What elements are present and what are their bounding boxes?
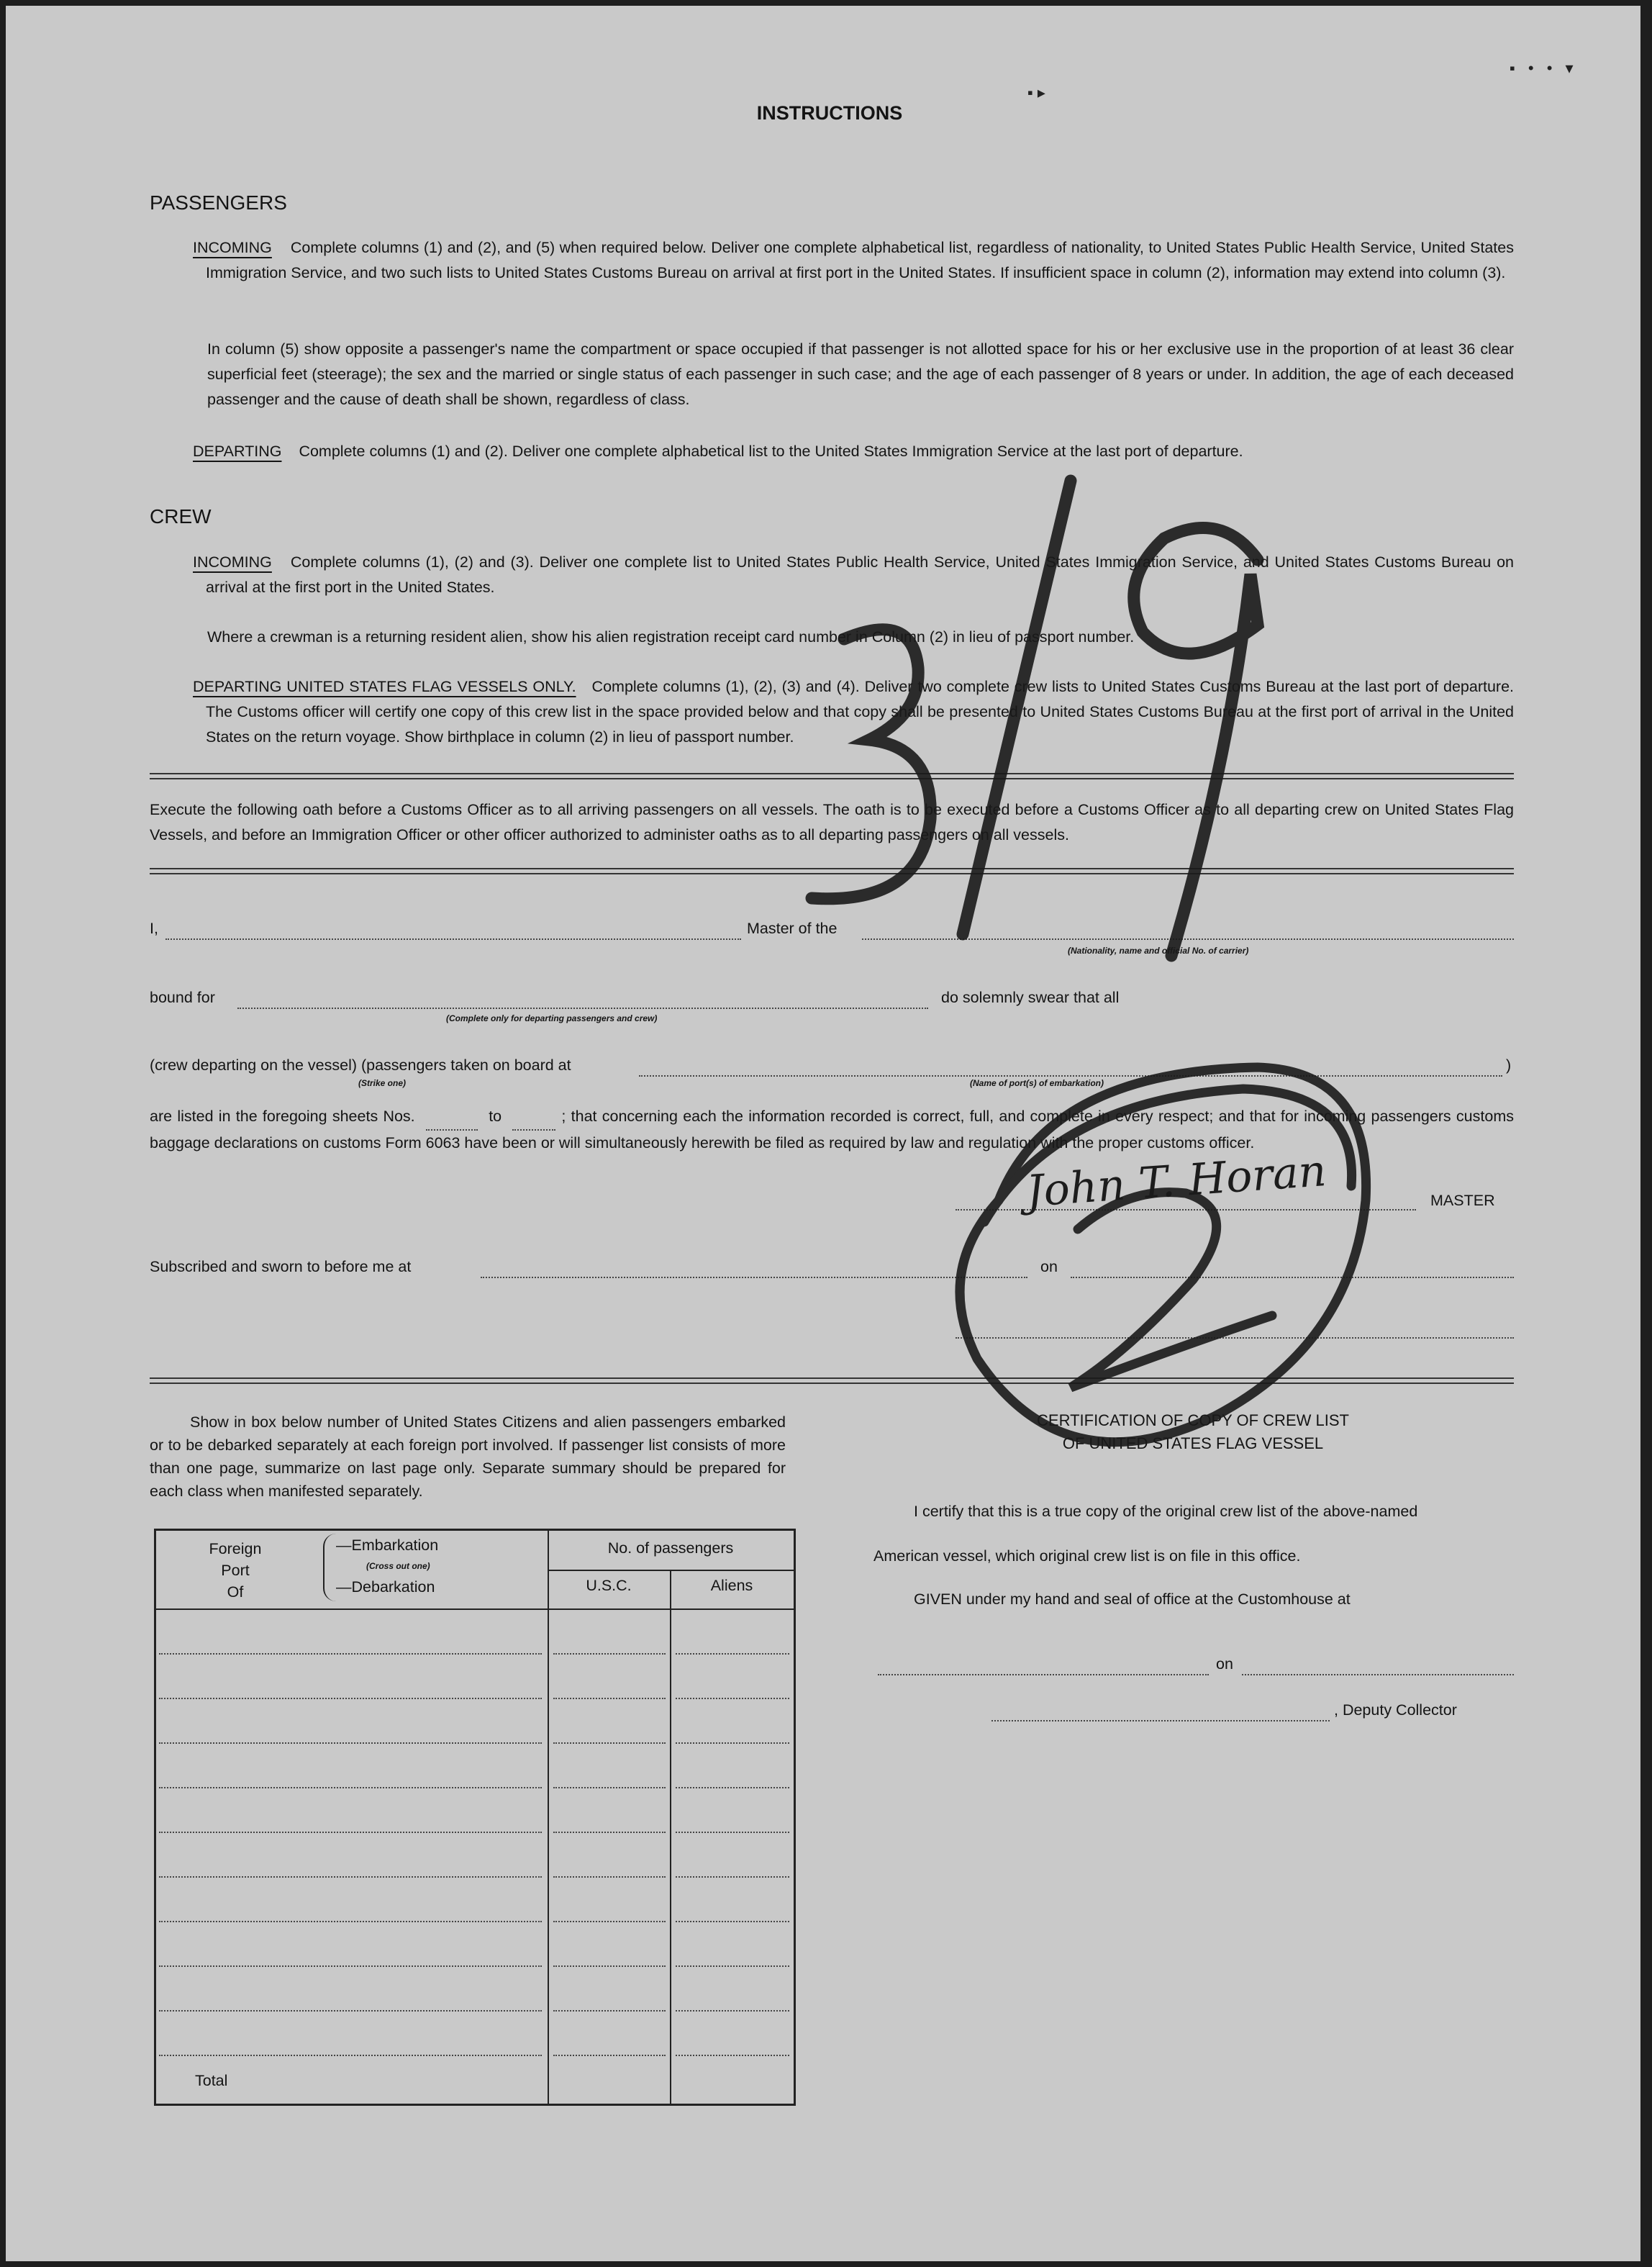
certification-date-field[interactable] <box>1242 1674 1514 1675</box>
passengers-departing-paragraph <box>193 439 1517 464</box>
passengers-count-header: No. of passengers <box>607 1539 734 1557</box>
master-label: MASTER <box>1430 1192 1495 1209</box>
given-text: GIVEN under my hand and seal of office at the Customhouse at <box>914 1590 1351 1608</box>
certification-heading-line2: OF UNITED STATES FLAG VESSEL <box>1062 1434 1324 1452</box>
aliens-entry-field[interactable] <box>676 1965 789 1967</box>
master-signature: John T. Horan <box>1025 1146 1328 1217</box>
oath-instructions: Execute the following oath before a Customs Officer as to all arriving passengers on all vessels. The oath is to be executed before a Customs Officer as to all departing crew on United States Flag Vessels, and before an Immigration Officer or other officer authorized to administer oaths as to all departing passengers on all vessels. <box>150 801 1514 843</box>
sheets-label: are listed in the foregoing sheets Nos. <box>150 1108 415 1125</box>
vessel-text: American vessel, which original crew list is on file in this office. <box>873 1547 1301 1565</box>
master-of-label: Master of the <box>747 920 838 937</box>
passengers-incoming-label: INCOMING <box>193 239 272 256</box>
crew-departing-label: DEPARTING UNITED STATES FLAG VESSELS ONLY. <box>193 678 576 695</box>
column-rule <box>670 1570 671 2104</box>
sworn-on-label: on <box>1040 1258 1058 1275</box>
passengers-column5-paragraph: In column (5) show opposite a passenger's name the compartment or space occupied if that passenger is not allotted space for his or her exclusive use in the proportion of at least 36 clear superficial feet (steerage); the sex and the married or single status of each passenger in such case; and the age of each passenger of 8 years or under. In addition, the age of each deceased passenger and the cause of death shall be shown, regardless of class. <box>207 340 1514 408</box>
aliens-entry-field[interactable] <box>676 1921 789 1922</box>
certify-text: I certify that this is a true copy of the original crew list of the above-named <box>914 1503 1418 1520</box>
foreign-port-header <box>156 1538 314 1603</box>
strike-note: (Strike one) <box>358 1078 407 1088</box>
header-rule <box>156 1608 794 1610</box>
to-label: to <box>489 1108 502 1125</box>
deputy-collector-label: , Deputy Collector <box>1334 1701 1457 1719</box>
usc-entry-field[interactable] <box>553 1698 666 1699</box>
passengers-incoming-text: Complete columns (1) and (2), and (5) when required below. Deliver one complete alphabetical list, regardless of nationality, to United States Public Health Service, United States Immigration Service, and two such lists to United States Customs Bureau on arrival at first port in the United States. If insufficient space in column (2), information may extend into column (3). <box>206 239 1514 281</box>
nationality-note: (Nationality, name and official No. of carrier) <box>1068 946 1249 956</box>
bound-for-note: (Complete only for departing passengers and crew) <box>446 1013 658 1023</box>
close-paren: ) <box>1506 1056 1512 1074</box>
crew-departing-paragraph <box>193 674 1514 750</box>
certification-on-label: on <box>1216 1655 1233 1673</box>
master-signature-field[interactable] <box>956 1209 1416 1211</box>
scan-speck: ▪ • • ▾ <box>1510 59 1578 77</box>
port-label: Port <box>221 1562 250 1579</box>
certification-heading-line1: CERTIFICATION OF COPY OF CREW LIST <box>1037 1411 1349 1429</box>
summary-instructions: Show in box below number of United States Citizens and alien passengers embarked or to be debarked separately at each foreign port involved. If passenger list consists of more than one page, summarize on last page only. Separate summary should be prepared for each class when manifested separately. <box>150 1413 786 1500</box>
foreign-label: Foreign <box>209 1540 262 1557</box>
usc-entry-field[interactable] <box>553 1832 666 1833</box>
subscribed-label: Subscribed and sworn to before me at <box>150 1258 412 1275</box>
port-entry-field[interactable] <box>159 1921 542 1922</box>
crew-incoming-label: INCOMING <box>193 553 272 571</box>
bound-for-label: bound for <box>150 989 215 1006</box>
port-entry-field[interactable] <box>159 1698 542 1699</box>
port-entry-field[interactable] <box>159 1965 542 1967</box>
subheader-rule <box>548 1570 794 1571</box>
usc-entry-field[interactable] <box>553 1787 666 1788</box>
usc-entry-field[interactable] <box>553 2055 666 2056</box>
divider-rule <box>150 1377 1514 1384</box>
crew-incoming-text: Complete columns (1), (2) and (3). Deliver one complete list to United States Public Health Service, United States Immigration Service, and United States Customs Bureau on arrival at the first port in the United States. <box>206 553 1514 596</box>
passengers-incoming-paragraph <box>193 235 1514 286</box>
bound-for-field[interactable] <box>237 1008 928 1009</box>
passengers-heading: PASSENGERS <box>150 191 287 214</box>
port-entry-field[interactable] <box>159 1653 542 1655</box>
sheets-paragraph <box>150 1104 1514 1156</box>
port-entry-field[interactable] <box>159 1876 542 1878</box>
deputy-signature-field[interactable] <box>991 1720 1330 1721</box>
oath-i-label: I, <box>150 920 158 937</box>
page-title: INSTRUCTIONS <box>756 102 903 124</box>
port-entry-field[interactable] <box>159 2010 542 2012</box>
aliens-header: Aliens <box>710 1577 753 1594</box>
officer-signature-field[interactable] <box>956 1337 1514 1339</box>
aliens-entry-field[interactable] <box>676 2010 789 2012</box>
port-entry-field[interactable] <box>159 2055 542 2056</box>
port-entry-field[interactable] <box>159 1742 542 1744</box>
aliens-entry-field[interactable] <box>676 1698 789 1699</box>
crew-resident-paragraph: Where a crewman is a returning resident alien, show his alien registration receipt card number in Column (2) in lieu of passport number. <box>207 628 1135 646</box>
sheets-text: ; that concerning each the information recorded is correct, full, and complete in every respect; and that for incoming passengers customs baggage declarations on customs Form 6063 have been or will simultaneously herewith be filed as required by law and regulation with the proper customs officer. <box>150 1108 1514 1151</box>
swear-label: do solemnly swear that all <box>941 989 1120 1006</box>
aliens-entry-field[interactable] <box>676 1832 789 1833</box>
sheet-from-field[interactable] <box>426 1104 478 1131</box>
scan-speck: ▪ ▸ <box>1027 83 1045 101</box>
sheet-to-field[interactable] <box>512 1104 555 1131</box>
embarkation-label: —Embarkation <box>336 1537 439 1554</box>
passengers-departing-text: Complete columns (1) and (2). Deliver one complete alphabetical list to the United States Immigration Service at the last port of departure. <box>299 443 1243 460</box>
aliens-entry-field[interactable] <box>676 1787 789 1788</box>
usc-entry-field[interactable] <box>553 1653 666 1655</box>
crew-departing-label: (crew departing on the vessel) (passengers taken on board at <box>150 1056 571 1074</box>
passenger-summary-table <box>154 1529 796 2106</box>
master-name-field[interactable] <box>165 938 741 940</box>
debarkation-label: —Debarkation <box>336 1578 435 1596</box>
aliens-entry-field[interactable] <box>676 1876 789 1878</box>
embarkation-port-field[interactable] <box>639 1075 1502 1077</box>
carrier-field[interactable] <box>862 938 1514 940</box>
usc-header: U.S.C. <box>586 1577 632 1594</box>
document-page <box>6 6 1640 2261</box>
crew-incoming-paragraph <box>193 550 1514 600</box>
certification-heading <box>869 1409 1517 1455</box>
divider-rule <box>150 868 1514 874</box>
sworn-place-field[interactable] <box>481 1277 1027 1278</box>
usc-entry-field[interactable] <box>553 2010 666 2012</box>
aliens-entry-field[interactable] <box>676 1742 789 1744</box>
customhouse-field[interactable] <box>878 1674 1209 1675</box>
aliens-entry-field[interactable] <box>676 1653 789 1655</box>
port-entry-field[interactable] <box>159 1832 542 1833</box>
crew-heading: CREW <box>150 505 212 528</box>
passengers-departing-label: DEPARTING <box>193 443 282 460</box>
divider-rule <box>150 773 1514 779</box>
column-rule <box>548 1531 549 2104</box>
of-label: Of <box>227 1583 244 1601</box>
aliens-entry-field[interactable] <box>676 2055 789 2056</box>
sworn-date-field[interactable] <box>1071 1277 1514 1278</box>
usc-entry-field[interactable] <box>553 1876 666 1878</box>
usc-entry-field[interactable] <box>553 1965 666 1967</box>
port-note: (Name of port(s) of embarkation) <box>970 1078 1104 1088</box>
cross-out-note: (Cross out one) <box>366 1561 430 1571</box>
port-entry-field[interactable] <box>159 1787 542 1788</box>
usc-entry-field[interactable] <box>553 1742 666 1744</box>
total-label: Total <box>195 2072 228 2089</box>
crew-departing-text: Complete columns (1), (2), (3) and (4). Deliver two complete crew lists to United States Customs Bureau at the last port of departure. The Customs officer will certify one copy of this crew list in the space provided below and that copy shall be presented to United States Customs Bureau at the first port of arrival in the United States on the return voyage. Show birthplace in column (2) in lieu of passport number. <box>206 678 1514 746</box>
usc-entry-field[interactable] <box>553 1921 666 1922</box>
